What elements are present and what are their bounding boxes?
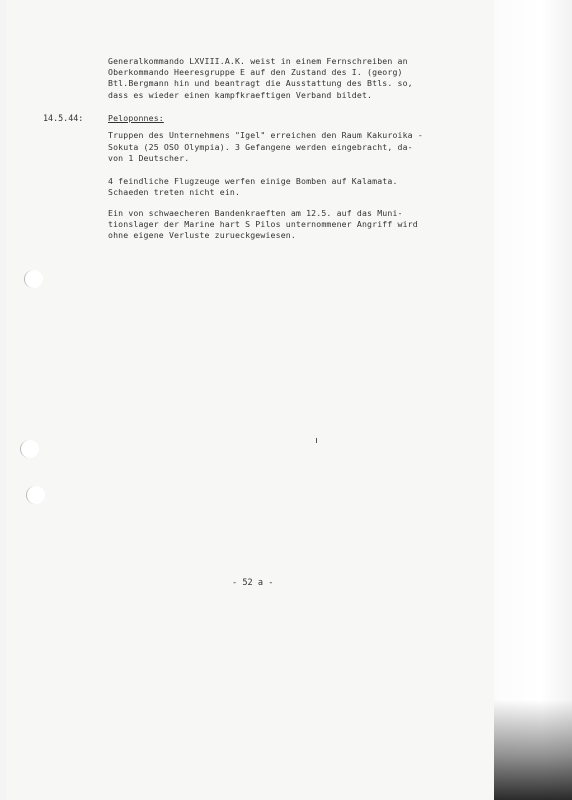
paragraph-3-line-2: Schaeden treten nicht ein. <box>108 187 241 197</box>
paragraph-2-line-3: von 1 Deutscher. <box>108 153 190 163</box>
scan-shadow <box>494 700 572 800</box>
paragraph-4-line-1: Ein von schwaecheren Bandenkraeften am 12.5. auf das Muni- <box>108 208 403 218</box>
punch-hole-bottom <box>26 486 45 504</box>
scan-speck <box>316 438 317 443</box>
punch-hole-top <box>24 270 43 288</box>
paragraph-1-line-1: Generalkommando LXVIII.A.K. weist in einem Fernschreiben an <box>108 56 408 66</box>
paragraph-1-line-2: Oberkommando Heeresgruppe E auf den Zustand des I. (georg) <box>108 67 403 77</box>
section-heading: Peloponnes: <box>108 113 164 123</box>
scan-edge <box>494 0 572 800</box>
punch-hole-middle <box>20 440 39 458</box>
paragraph-3-line-1: 4 feindliche Flugzeuge werfen einige Bomben auf Kalamata. <box>108 176 398 186</box>
paragraph-4-line-3: ohne eigene Verluste zurueckgewiesen. <box>108 230 296 240</box>
paragraph-2-line-1: Truppen des Unternehmens "Igel" erreichen den Raum Kakuroika - <box>108 130 423 140</box>
entry-date: 14.5.44: <box>43 113 84 123</box>
paragraph-1-line-4: dass es wieder einen kampfkraeftigen Verband bildet. <box>108 90 373 100</box>
paragraph-1-line-3: Btl.Bergmann hin und beantragt die Ausstattung des Btls. so, <box>108 78 413 88</box>
page-number: - 52 a - <box>232 578 274 588</box>
paragraph-2-line-2: Sokuta (25 OSO Olympia). 3 Gefangene werden eingebracht, da- <box>108 142 413 152</box>
paragraph-4-line-2: tionslager der Marine hart S Pilos unternommener Angriff wird <box>108 219 418 229</box>
